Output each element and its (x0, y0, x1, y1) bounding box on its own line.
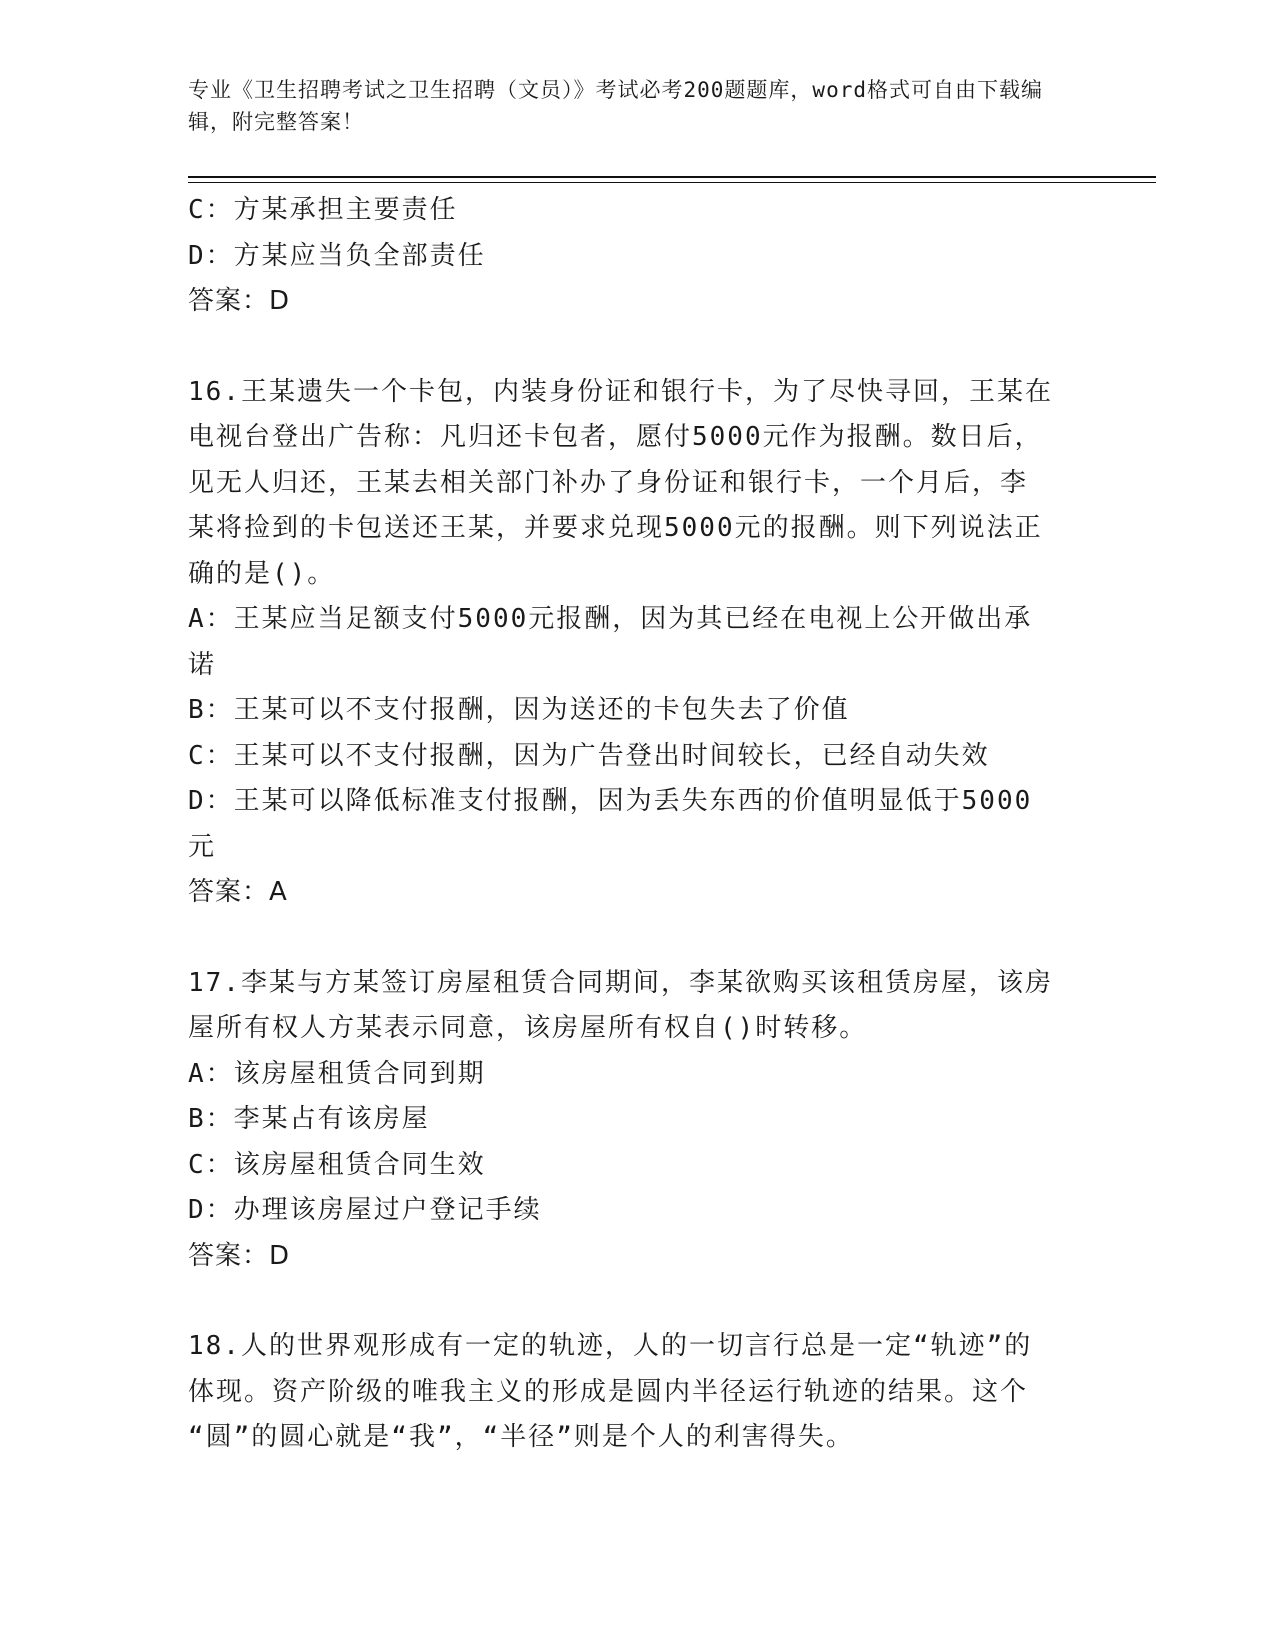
option-c: C：该房屋租赁合同生效 (188, 1149, 486, 1180)
option-d-cont: 元 (188, 831, 217, 862)
question-stem-line: 屋所有权人方某表示同意，该房屋所有权自()时转移。 (188, 1013, 868, 1043)
option-a: A：该房屋租赁合同到期 (188, 1058, 486, 1089)
option-d: D：王某可以降低标准支付报酬，因为丢失东西的价值明显低于5000 (188, 786, 1033, 816)
option-c: C：王某可以不支付报酬，因为广告登出时间较长，已经自动失效 (188, 740, 990, 771)
header-rule-thin (188, 182, 1156, 183)
question-content (188, 188, 1088, 1461)
question-18 (188, 1324, 1088, 1461)
question-stem-line: 18.人的世界观形成有一定的轨迹，人的一切言行总是一定“轨迹”的 (188, 1331, 1033, 1361)
question-16 (188, 370, 1088, 916)
answer: 答案：D (188, 1240, 291, 1271)
question-stem-line: 体现。资产阶级的唯我主义的形成是圆内半径运行轨迹的结果。这个 (188, 1376, 1029, 1407)
option-a-cont: 诺 (188, 649, 217, 680)
question-stem-line: 17.李某与方某签订房屋租赁合同期间，李某欲购买该租赁房屋，该房 (188, 967, 1053, 998)
option-c: C：方某承担主要责任 (188, 195, 458, 225)
question-stem-line: 某将捡到的卡包送还王某，并要求兑现5000元的报酬。则下列说法正 (188, 513, 1043, 543)
option-d: D：方某应当负全部责任 (188, 240, 486, 271)
option-b: B：李某占有该房屋 (188, 1104, 430, 1134)
question-17 (188, 961, 1088, 1280)
option-a: A：王某应当足额支付5000元报酬，因为其已经在电视上公开做出承 (188, 604, 1033, 634)
answer: 答案：D (188, 286, 291, 316)
option-b: B：王某可以不支付报酬，因为送还的卡包失去了价值 (188, 695, 850, 725)
question-stem-line: 确的是()。 (188, 558, 336, 589)
question-stem-line: “圆”的圆心就是“我”，“半径”则是个人的利害得失。 (188, 1422, 854, 1452)
option-d: D：办理该房屋过户登记手续 (188, 1195, 542, 1225)
question-stem-line: 电视台登出广告称：凡归还卡包者，愿付5000元作为报酬。数日后， (188, 422, 1043, 452)
question-stem-line: 16.王某遗失一个卡包，内装身份证和银行卡，为了尽快寻回，王某在 (188, 376, 1053, 407)
header-rule-thick (188, 176, 1156, 178)
question-stem-line: 见无人归还，王某去相关部门补办了身份证和银行卡，一个月后，李 (188, 467, 1029, 498)
document-header: 专业《卫生招聘考试之卫生招聘（文员）》考试必考200题题库，word格式可自由下载编辑，附完整答案！ (188, 78, 1043, 134)
answer: 答案：A (188, 877, 288, 907)
